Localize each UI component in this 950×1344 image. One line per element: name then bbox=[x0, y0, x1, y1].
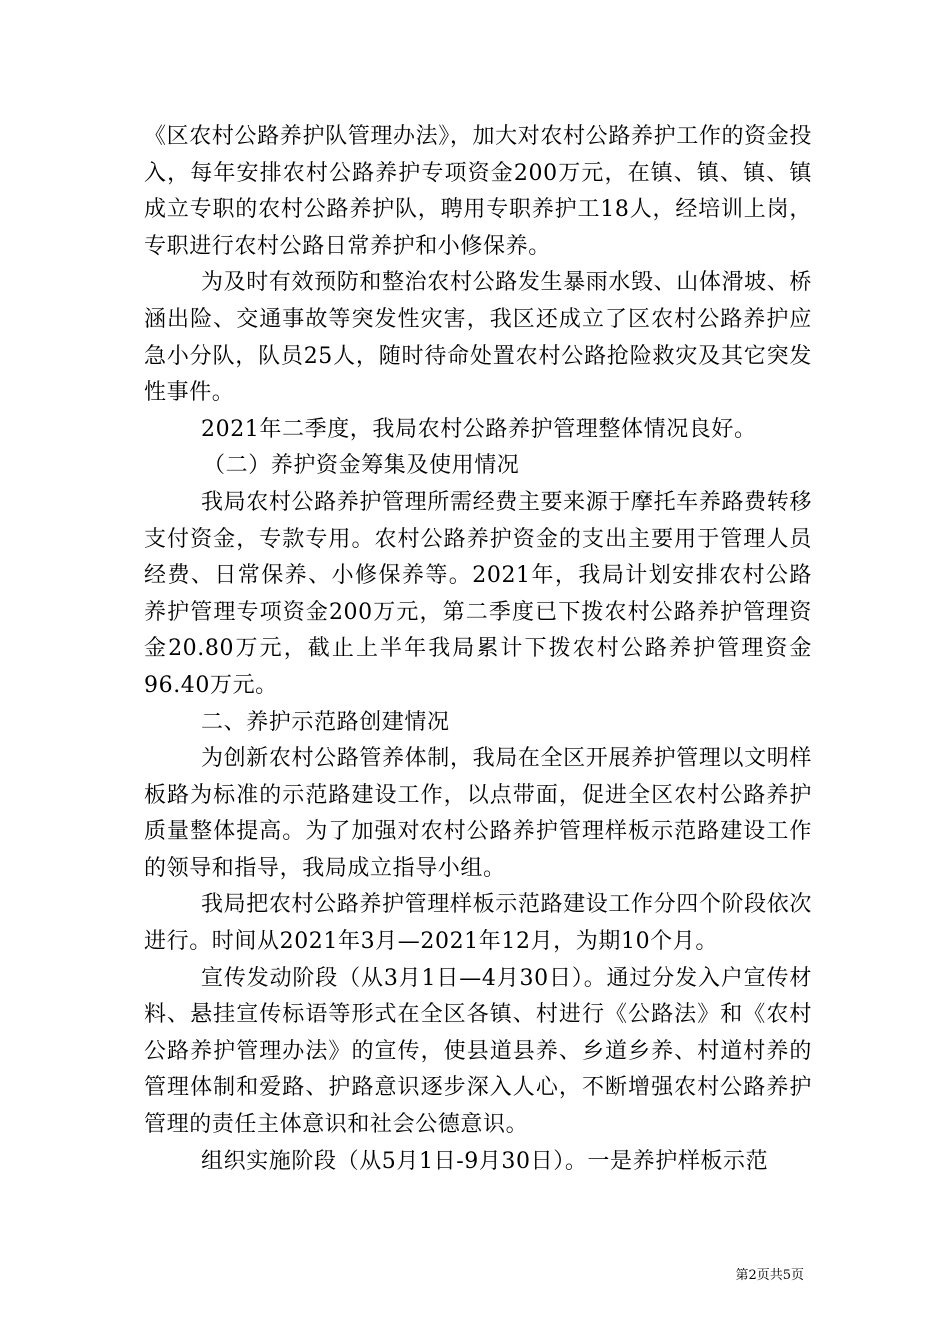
section-heading: 二、养护示范路创建情况 bbox=[201, 709, 450, 735]
paragraph: 我局把农村公路养护管理样板示范路建设工作分四个阶段依次进行。时间从2021年3月—2021年12月，为期10个月。 bbox=[144, 892, 812, 955]
paragraph: 为及时有效预防和整治农村公路发生暴雨水毁、山体滑坡、桥涵出险、交通事故等突发性灾害，我区还成立了区农村公路养护应急小分队，队员25人，随时待命处置农村公路抢险救灾及其它突发性事件。 bbox=[144, 270, 812, 406]
paragraph: 我局农村公路养护管理所需经费主要来源于摩托车养路费转移支付资金，专款专用。农村公路养护资金的支出主要用于管理人员经费、日常保养、小修保养等。2021年，我局计划安排农村公路养护管理专项资金200万元，第二季度已下拨农村公路养护管理资金20.80万元，截止上半年我局累计下拨农村公路养护管理资金96.40万元。 bbox=[144, 489, 812, 698]
document-body bbox=[144, 119, 812, 1180]
paragraph: 宣传发动阶段（从3月1日—4月30日）。通过分发入户宣传材料、悬挂宣传标语等形式在全区各镇、村进行《公路法》和《农村公路养护管理办法》的宣传，使县道县养、乡道乡养、村道村养的管理体制和爱路、护路意识逐步深入人心，不断增强农村公路养护管理的责任主体意识和社会公德意识。 bbox=[144, 965, 812, 1138]
paragraph: 《区农村公路养护队管理办法》，加大对农村公路养护工作的资金投入，每年安排农村公路养护专项资金200万元，在镇、镇、镇、镇成立专职的农村公路养护队，聘用专职养护工18人，经培训上岗，专职进行农村公路日常养护和小修保养。 bbox=[144, 124, 812, 259]
paragraph: 组织实施阶段（从5月1日-9月30日）。一是养护样板示范 bbox=[201, 1148, 769, 1174]
section-heading: （二）养护资金筹集及使用情况 bbox=[203, 453, 520, 479]
paragraph: 为创新农村公路管养体制，我局在全区开展养护管理以文明样板路为标准的示范路建设工作，以点带面，促进全区农村公路养护质量整体提高。为了加强对农村公路养护管理样板示范路建设工作的领导和指导，我局成立指导小组。 bbox=[144, 746, 812, 881]
page-number: 第2页共5页 bbox=[735, 1268, 804, 1283]
paragraph: 2021年二季度，我局农村公路养护管理整体情况良好。 bbox=[201, 416, 757, 442]
